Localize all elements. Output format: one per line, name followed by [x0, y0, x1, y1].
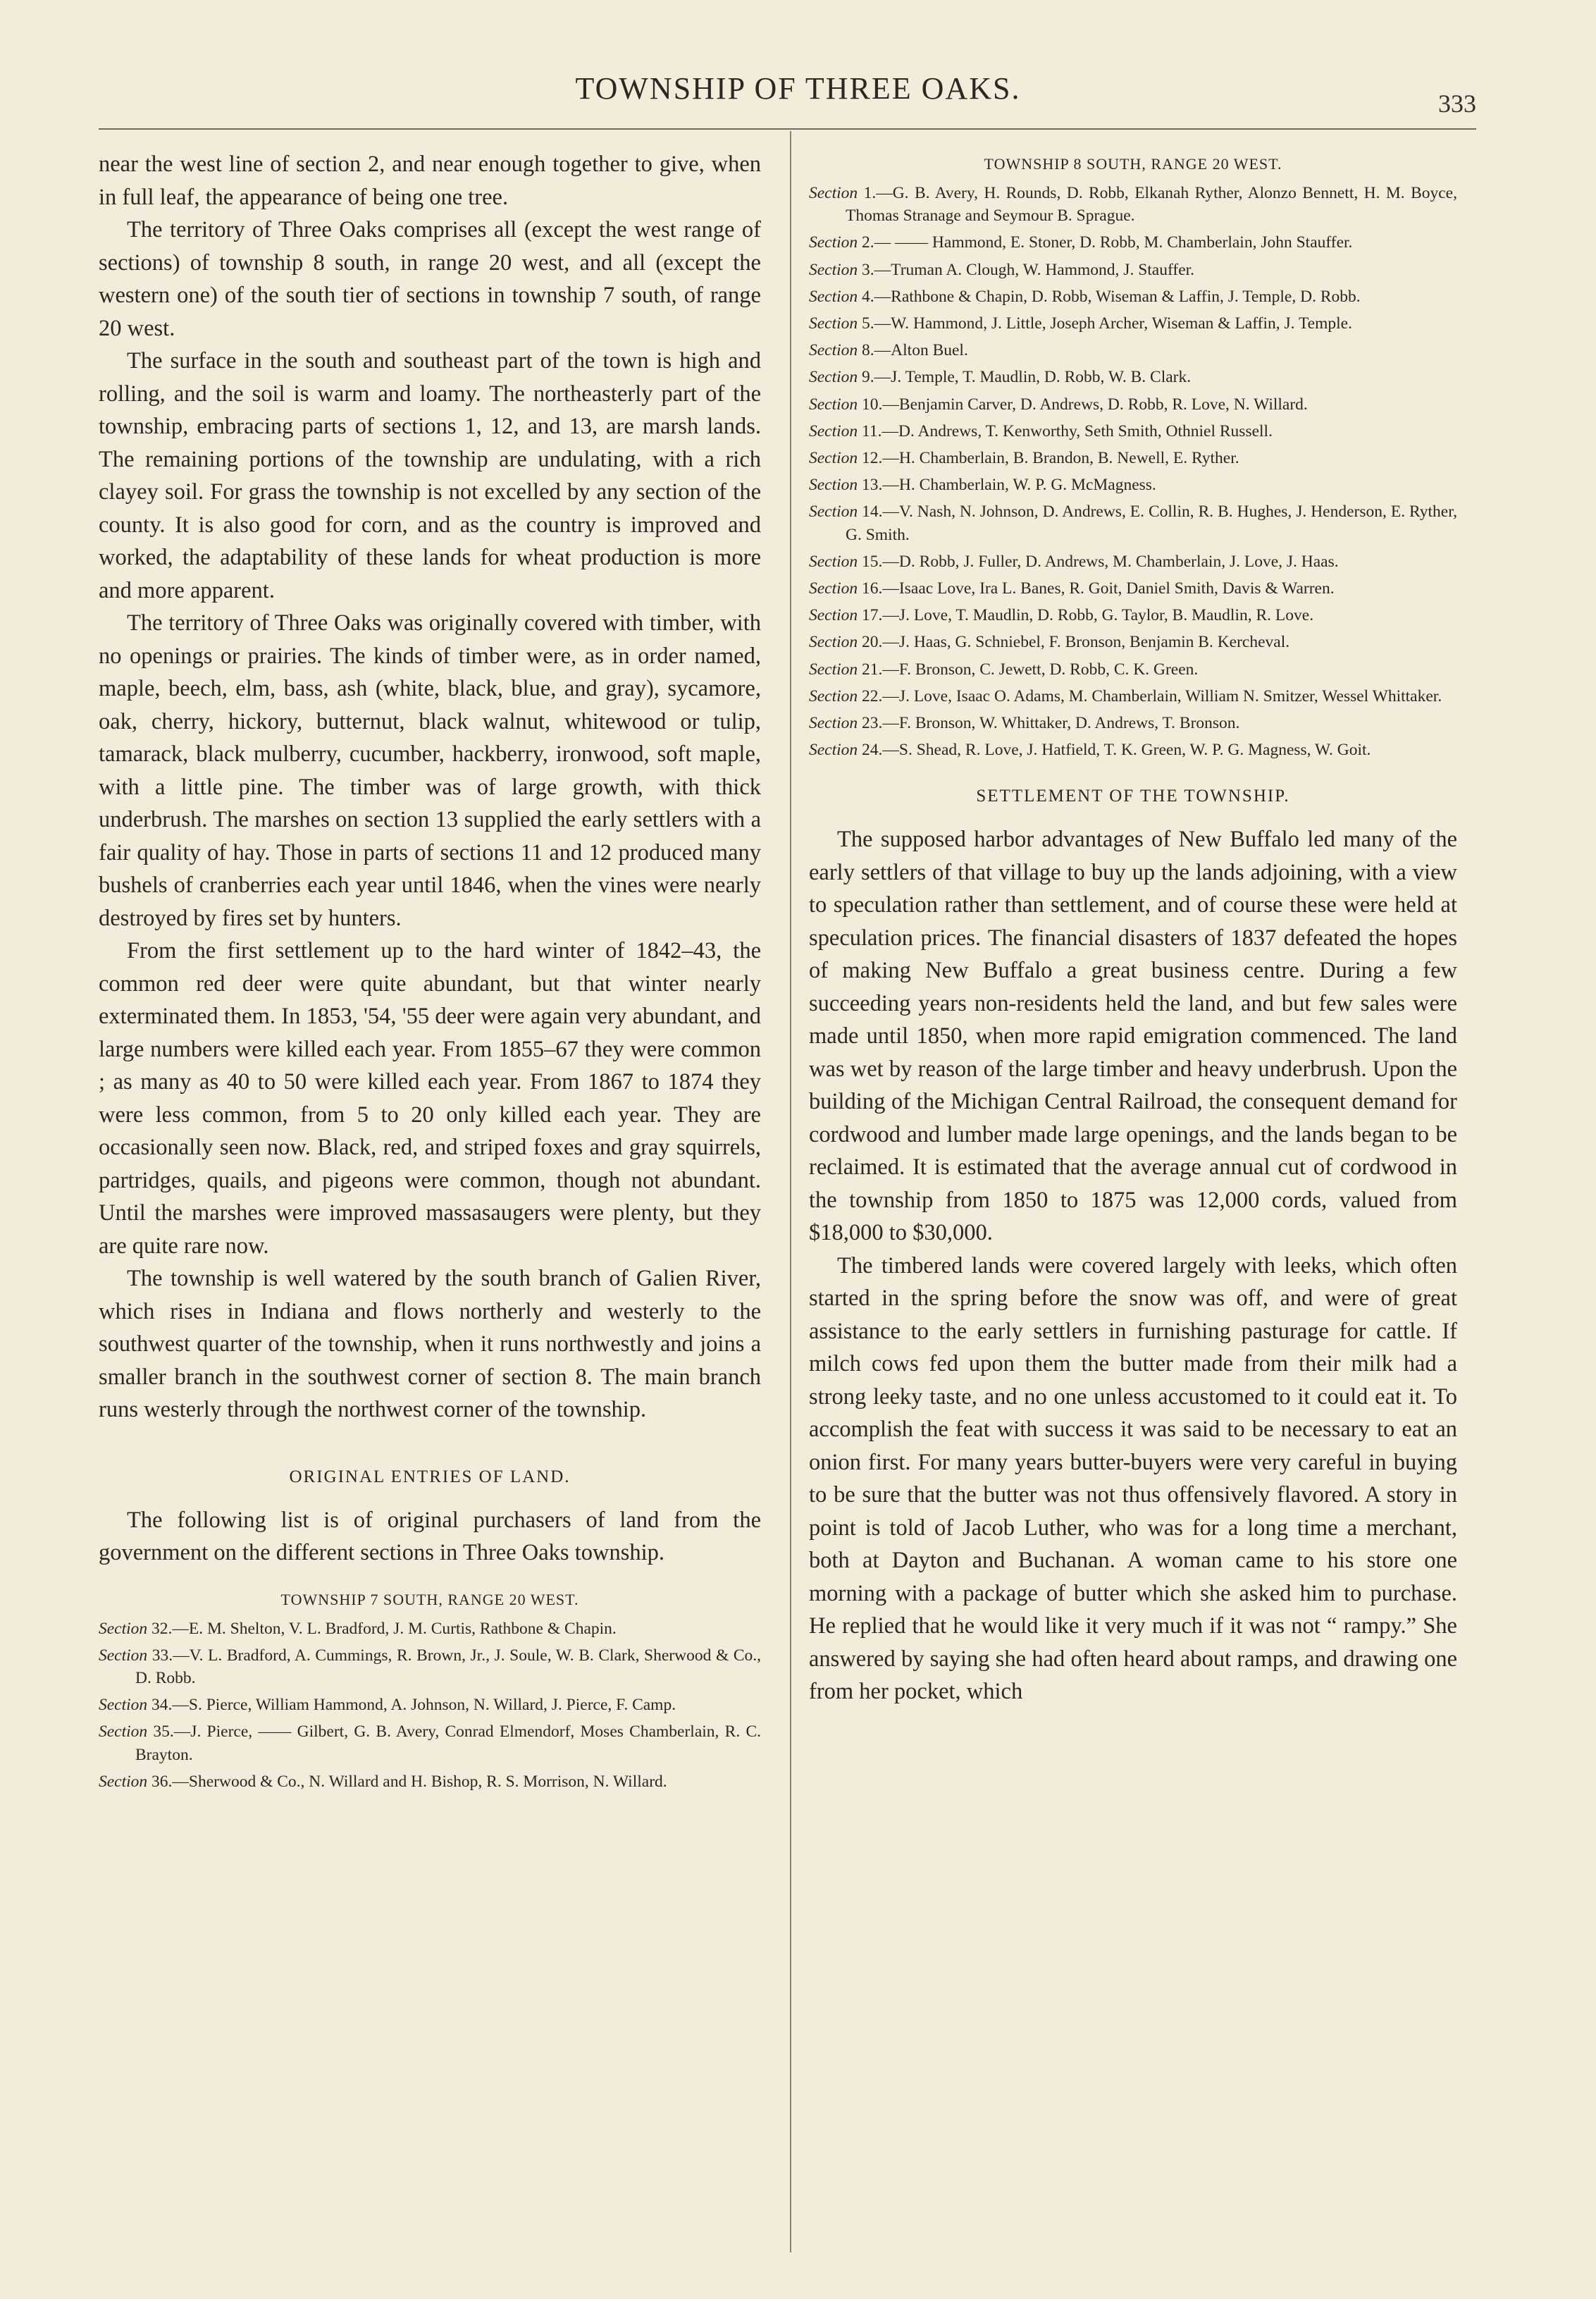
entry-label: Section — [99, 1619, 148, 1638]
entry-text: 10.—Benjamin Carver, D. Andrews, D. Robb, R. Love, N. Willard. — [858, 395, 1308, 414]
paragraph: The territory of Three Oaks comprises all (except the west range of sections) of township 8 south, in range 20 west, and all (except the western one) of the south tier of sections in township 7 south, of range 20 west. — [99, 217, 761, 341]
paragraph: The following list is of original purchasers of land from the government on the different sections in Three Oaks township. — [99, 1507, 761, 1565]
land-entry — [809, 631, 1457, 653]
entry-label: Section — [809, 314, 858, 333]
paragraph: From the first settlement up to the hard winter of 1842–43, the common red deer were quite abundant, but that winter nearly exterminated them. In 1853, '54, '55 deer were again very abundant, and large numbers were killed each year. From 1855–67 they were common ; as many as 40 to 50 were killed each year. From 1867 to 1874 they were less common, from 5 to 20 only killed each year. They are occasionally seen now. Black, red, and striped foxes and gray squirrels, partridges, quails, and pigeons were common, though not abundant. Until the marshes were improved massasaugers were plenty, but they are quite rare now. — [99, 938, 761, 1259]
header-rule — [99, 128, 1476, 130]
entry-text: 8.—Alton Buel. — [858, 341, 968, 360]
paragraph: near the west line of section 2, and near enough together to give, when in full leaf, the appearance of being one tree. — [99, 152, 761, 210]
land-entry — [809, 420, 1457, 443]
township-heading: TOWNSHIP 7 SOUTH, RANGE 20 WEST. — [280, 1590, 579, 1608]
entry-text: 1.—G. B. Avery, H. Rounds, D. Robb, Elkanah Ryther, Alonzo Bennett, H. M. Boyce, Thomas Stranage and Seymour B. Sprague. — [846, 184, 1457, 226]
land-entry — [99, 1770, 761, 1793]
left-column — [99, 148, 761, 1797]
entry-label: Section — [809, 233, 858, 252]
land-entry — [809, 312, 1457, 335]
land-entry — [809, 366, 1457, 388]
entry-text: 15.—D. Robb, J. Fuller, D. Andrews, M. Chamberlain, J. Love, J. Haas. — [858, 552, 1339, 571]
land-entry — [809, 500, 1457, 546]
entry-text: 2.— —— Hammond, E. Stoner, D. Robb, M. Chamberlain, John Stauffer. — [858, 233, 1353, 252]
entry-text: 34.—S. Pierce, William Hammond, A. Johnson, N. Willard, J. Pierce, F. Camp. — [147, 1696, 676, 1715]
paragraph: The supposed harbor advantages of New Buffalo led many of the early settlers of that village to buy up the lands adjoining, with a view to speculation rather than settlement, and of course these were held at speculation prices. The financial disasters of 1837 defeated the hopes of making New Buffalo a great business centre. During a few succeeding years non-residents held the land, and but few sales were made until 1850, when more rapid emigration commenced. The land was wet by reason of the large timber and heavy underbrush. Upon the building of the Michigan Central Railroad, the consequent demand for cordwood and lumber made large openings, and the lands began to be reclaimed. It is estimated that the average annual cut of cordwood in the township from 1850 to 1875 was 12,000 cords, valued from $18,000 to $30,000. — [809, 827, 1457, 1246]
entry-label: Section — [809, 686, 858, 705]
land-entry — [809, 739, 1457, 761]
entry-label: Section — [99, 1722, 148, 1742]
entry-text: 5.—W. Hammond, J. Little, Joseph Archer, Wiseman & Laffin, J. Temple. — [858, 314, 1352, 333]
page-number: 333 — [1438, 90, 1476, 118]
entry-label: Section — [809, 287, 858, 306]
entry-text: 21.—F. Bronson, C. Jewett, D. Robb, C. K. Green. — [858, 660, 1199, 679]
entry-label: Section — [809, 395, 858, 414]
entry-text: 3.—Truman A. Clough, W. Hammond, J. Stauffer. — [858, 260, 1195, 279]
entry-label: Section — [809, 368, 858, 387]
land-entry — [809, 182, 1457, 227]
land-entry — [809, 447, 1457, 469]
entry-text: 4.—Rathbone & Chapin, D. Robb, Wiseman & Laffin, J. Temple, D. Robb. — [858, 287, 1361, 306]
entry-label: Section — [809, 476, 858, 495]
land-entry — [809, 550, 1457, 573]
land-entry — [809, 393, 1457, 416]
land-entry — [809, 685, 1457, 708]
entry-text: 11.—D. Andrews, T. Kenworthy, Seth Smith, Othniel Russell. — [858, 421, 1273, 440]
entry-label: Section — [809, 184, 858, 202]
entry-text: 16.—Isaac Love, Ira L. Banes, R. Goit, Daniel Smith, Davis & Warren. — [858, 579, 1335, 598]
land-entry — [809, 712, 1457, 734]
land-entry — [809, 231, 1457, 254]
entry-text: 32.—E. M. Shelton, V. L. Bradford, J. M. Curtis, Rathbone & Chapin. — [147, 1619, 617, 1638]
right-column — [809, 148, 1457, 1708]
paragraph: The territory of Three Oaks was originally covered with timber, with no openings or prairies. The kinds of timber were, as in order named, maple, beech, elm, bass, ash (white, black, blue, and gray), sycamore, oak, cherry, hickory, butternut, black walnut, whitewood or tulip, tamarack, black mulberry, cucumber, hackberry, ironwood, soft maple, with a little pine. The timber was of large growth, with thick underbrush. The marshes on section 13 supplied the early settlers with a fair quality of hay. Those in parts of sections 11 and 12 produced many bushels of cranberries each year until 1846, when the vines were nearly destroyed by fires set by hunters. — [99, 610, 761, 931]
paragraph: The timbered lands were covered largely with leeks, which often started in the spring before the snow was off, and were of great assistance to the early settlers in furnishing pasturage for cattle. If milch cows fed upon them the butter made from their milk had a strong leeky taste, and no one unless accustomed to it could eat it. To accomplish the feat with success it was said to be necessary to eat an onion first. For many years butter-buyers were very careful in buying to be sure that the butter was not thus offensively flavored. A story in point is told of Jacob Luther, who was for a long time a merchant, both at Dayton and Buchanan. A woman came to his store one morning with a package of butter which she asked him to purchase. He replied that he would like it very much if it was not “ rampy.” She answered by saying she had often heard about ramps, and drawing one from her pocket, which — [809, 1252, 1457, 1705]
land-entry — [99, 1617, 761, 1640]
entry-text: 13.—H. Chamberlain, W. P. G. McMagness. — [858, 476, 1156, 495]
entry-text: 9.—J. Temple, T. Maudlin, D. Robb, W. B. Clark. — [858, 368, 1192, 387]
entry-label: Section — [99, 1696, 148, 1715]
entry-label: Section — [809, 633, 858, 652]
entry-label: Section — [809, 741, 858, 760]
running-title: TOWNSHIP OF THREE OAKS. — [575, 71, 1021, 106]
entry-label: Section — [809, 260, 858, 279]
section-heading: SETTLEMENT OF THE TOWNSHIP. — [976, 787, 1290, 806]
entry-text: 12.—H. Chamberlain, B. Brandon, B. Newell, E. Ryther. — [858, 449, 1239, 468]
section-heading: ORIGINAL ENTRIES OF LAND. — [289, 1467, 571, 1486]
entry-text: 17.—J. Love, T. Maudlin, D. Robb, G. Taylor, B. Maudlin, R. Love. — [858, 606, 1314, 625]
entry-text: 22.—J. Love, Isaac O. Adams, M. Chamberlain, William N. Smitzer, Wessel Whittaker. — [858, 686, 1442, 705]
township-heading: TOWNSHIP 8 SOUTH, RANGE 20 WEST. — [984, 155, 1282, 173]
entry-label: Section — [809, 421, 858, 440]
entry-label: Section — [809, 552, 858, 571]
entry-label: Section — [809, 714, 858, 733]
entry-text: 35.—J. Pierce, —— Gilbert, G. B. Avery, Conrad Elmendorf, Moses Chamberlain, R. C. Brayton. — [135, 1722, 761, 1764]
land-entry — [809, 339, 1457, 362]
entry-text: 20.—J. Haas, G. Schniebel, F. Bronson, Benjamin B. Kercheval. — [858, 633, 1290, 652]
entry-label: Section — [809, 503, 858, 522]
land-entry — [809, 604, 1457, 627]
land-entry — [809, 577, 1457, 600]
land-entry — [99, 1720, 761, 1765]
land-entry — [809, 259, 1457, 281]
entry-label: Section — [99, 1646, 148, 1665]
entry-text: 14.—V. Nash, N. Johnson, D. Andrews, E. Collin, R. B. Hughes, J. Henderson, E. Ryther, G. Smith. — [846, 503, 1457, 544]
land-entry — [99, 1694, 761, 1716]
land-entry — [809, 474, 1457, 496]
entry-text: 24.—S. Shead, R. Love, J. Hatfield, T. K. Green, W. P. G. Magness, W. Goit. — [858, 741, 1371, 760]
entry-text: 23.—F. Bronson, W. Whittaker, D. Andrews, T. Bronson. — [858, 714, 1240, 733]
land-entry — [809, 285, 1457, 308]
entry-text: 33.—V. L. Bradford, A. Cummings, R. Brown, Jr., J. Soule, W. B. Clark, Sherwood & Co., D. Robb. — [135, 1646, 761, 1687]
column-divider — [790, 131, 791, 2252]
entry-label: Section — [809, 660, 858, 679]
entry-label: Section — [809, 341, 858, 360]
entry-label: Section — [809, 449, 858, 468]
land-entry — [809, 658, 1457, 681]
paragraph: The surface in the south and southeast part of the town is high and rolling, and the soil is warm and loamy. The northeasterly part of the township, embracing parts of sections 1, 12, and 13, are marsh lands. The remaining portions of the township are undulating, with a rich clayey soil. For grass the township is not excelled by any section of the county. It is also good for corn, and as the country is improved and worked, the adaptability of these lands for wheat production is more and more apparent. — [99, 348, 761, 603]
entry-label: Section — [99, 1772, 148, 1791]
paragraph: The township is well watered by the south branch of Galien River, which rises in Indiana and flows northerly and westerly to the southwest quarter of the township, when it runs northwestly and joins a smaller branch in the southwest corner of section 8. The main branch runs westerly through the northwest corner of the township. — [99, 1266, 761, 1422]
land-entry — [99, 1644, 761, 1689]
entry-label: Section — [809, 579, 858, 598]
entry-text: 36.—Sherwood & Co., N. Willard and H. Bishop, R. S. Morrison, N. Willard. — [147, 1772, 667, 1791]
entry-label: Section — [809, 606, 858, 625]
